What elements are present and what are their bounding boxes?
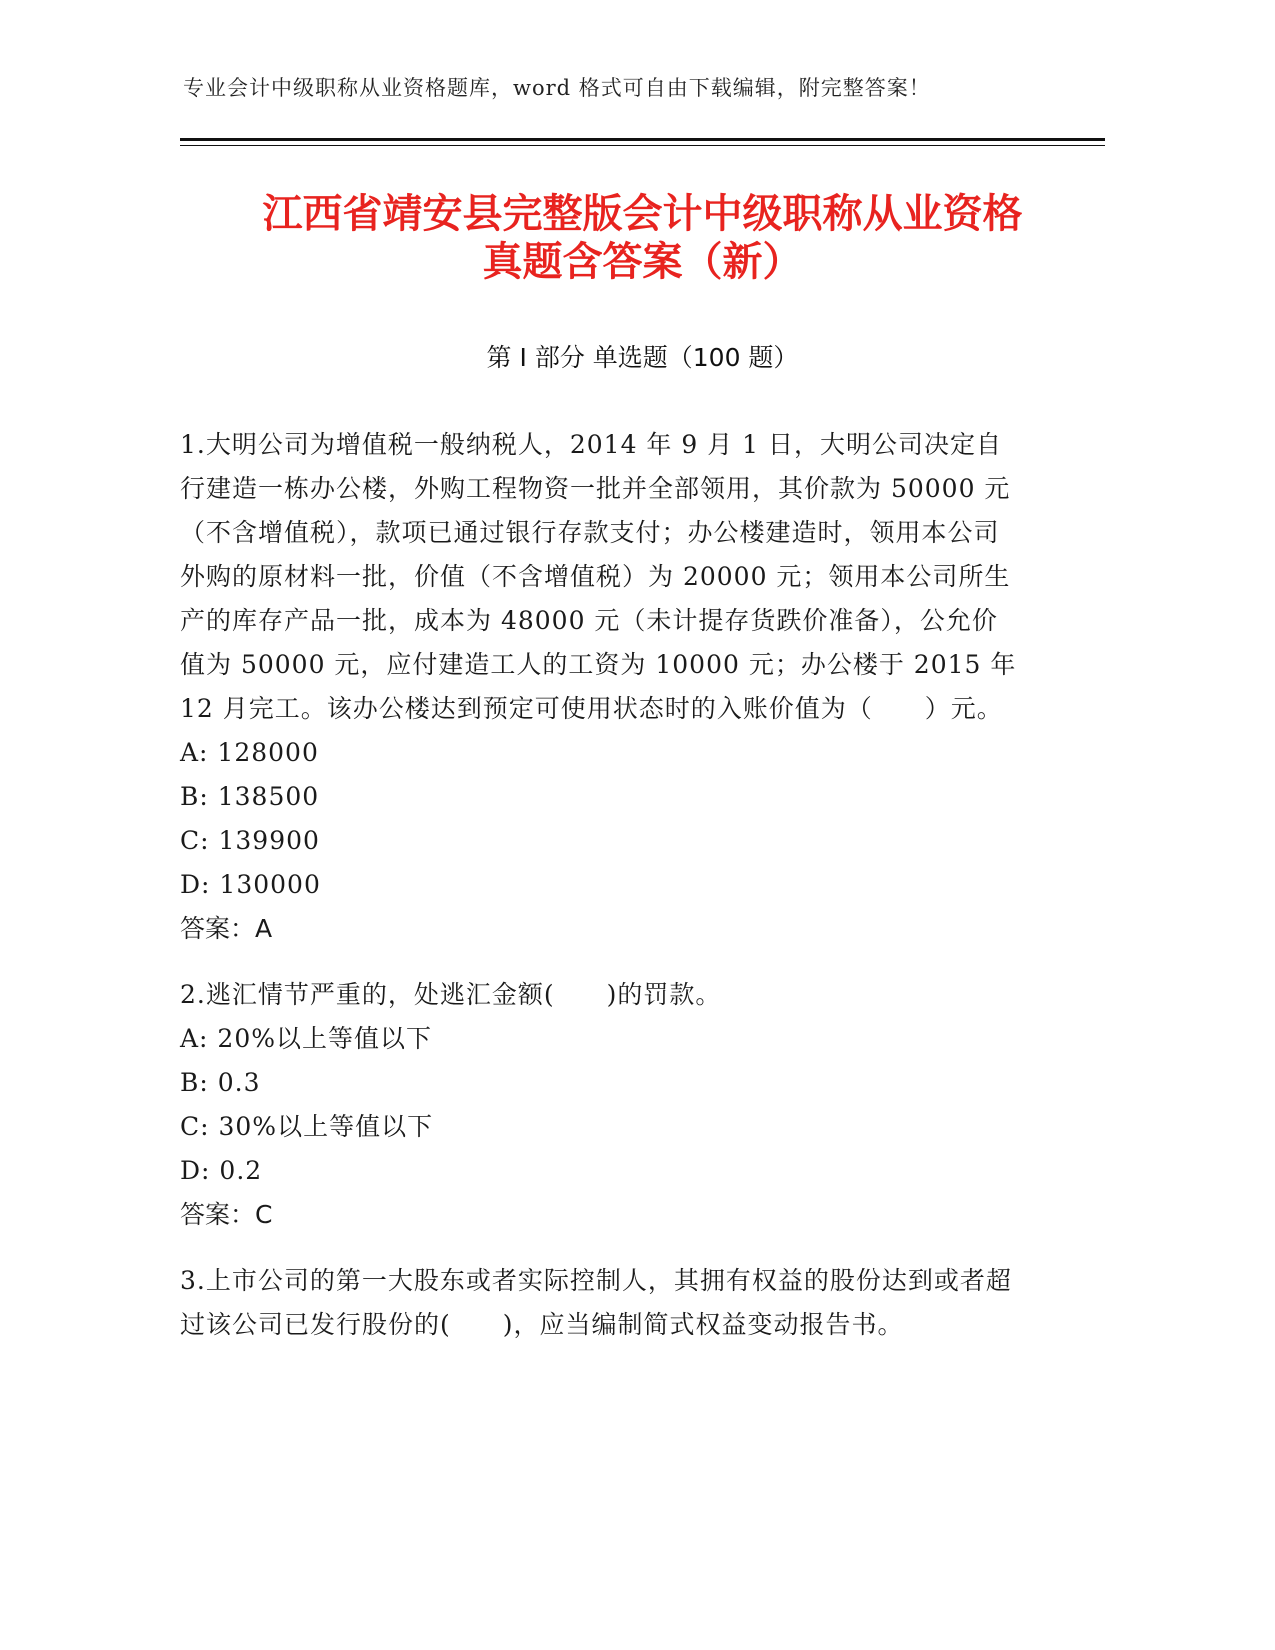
question-1-option-c: C: 139900 bbox=[180, 826, 320, 855]
section-title: 第 I 部分 单选题（100 题） bbox=[486, 343, 799, 372]
header-rule-thin bbox=[180, 145, 1105, 146]
question-2-option-b: B: 0.3 bbox=[180, 1068, 261, 1097]
question-1-option-d: D: 130000 bbox=[180, 870, 321, 899]
question-3 bbox=[180, 1259, 1020, 1347]
question-2-answer: 答案：C bbox=[180, 1200, 273, 1229]
header-rule-thick bbox=[180, 138, 1105, 141]
question-1 bbox=[180, 423, 1020, 951]
question-3-text: 3.上市公司的第一大股东或者实际控制人，其拥有权益的股份达到或者超过该公司已发行股份的( )，应当编制简式权益变动报告书。 bbox=[180, 1266, 1012, 1339]
question-1-text: 1.大明公司为增值税一般纳税人，2014 年 9 月 1 日，大明公司决定自行建造一栋办公楼，外购工程物资一批并全部领用，其价款为 50000 元（不含增值税），款项已通过银行存款支付；办公楼建造时，领用本公司外购的原材料一批，价值（不含增值税）为 20000 元；领用本公司所生产的库存产品一批，成本为 48000 元（未计提存货跌价准备），公允价值为 50000 元，应付建造工人的工资为 10000 元；办公楼于 2015 年 12 月完工。该办公楼达到预定可使用状态时的入账价值为（ ）元。 bbox=[180, 430, 1017, 723]
question-1-answer: 答案：A bbox=[180, 914, 273, 943]
question-2-option-c: C: 30%以上等值以下 bbox=[180, 1112, 434, 1141]
question-1-option-a: A: 128000 bbox=[180, 738, 319, 767]
document-title bbox=[180, 190, 1105, 286]
question-list bbox=[180, 423, 1020, 1369]
document-title-line-1: 江西省靖安县完整版会计中级职称从业资格 bbox=[262, 191, 1023, 237]
question-2-option-d: D: 0.2 bbox=[180, 1156, 263, 1185]
document-title-line-2: 真题含答案（新） bbox=[482, 239, 803, 285]
question-2-option-a: A: 20%以上等值以下 bbox=[180, 1024, 432, 1053]
header-note: 专业会计中级职称从业资格题库，word 格式可自由下载编辑，附完整答案！ bbox=[183, 76, 931, 100]
question-1-option-b: B: 138500 bbox=[180, 782, 320, 811]
question-2-text: 2.逃汇情节严重的，处逃汇金额( )的罚款。 bbox=[180, 980, 722, 1009]
question-2 bbox=[180, 973, 1020, 1237]
